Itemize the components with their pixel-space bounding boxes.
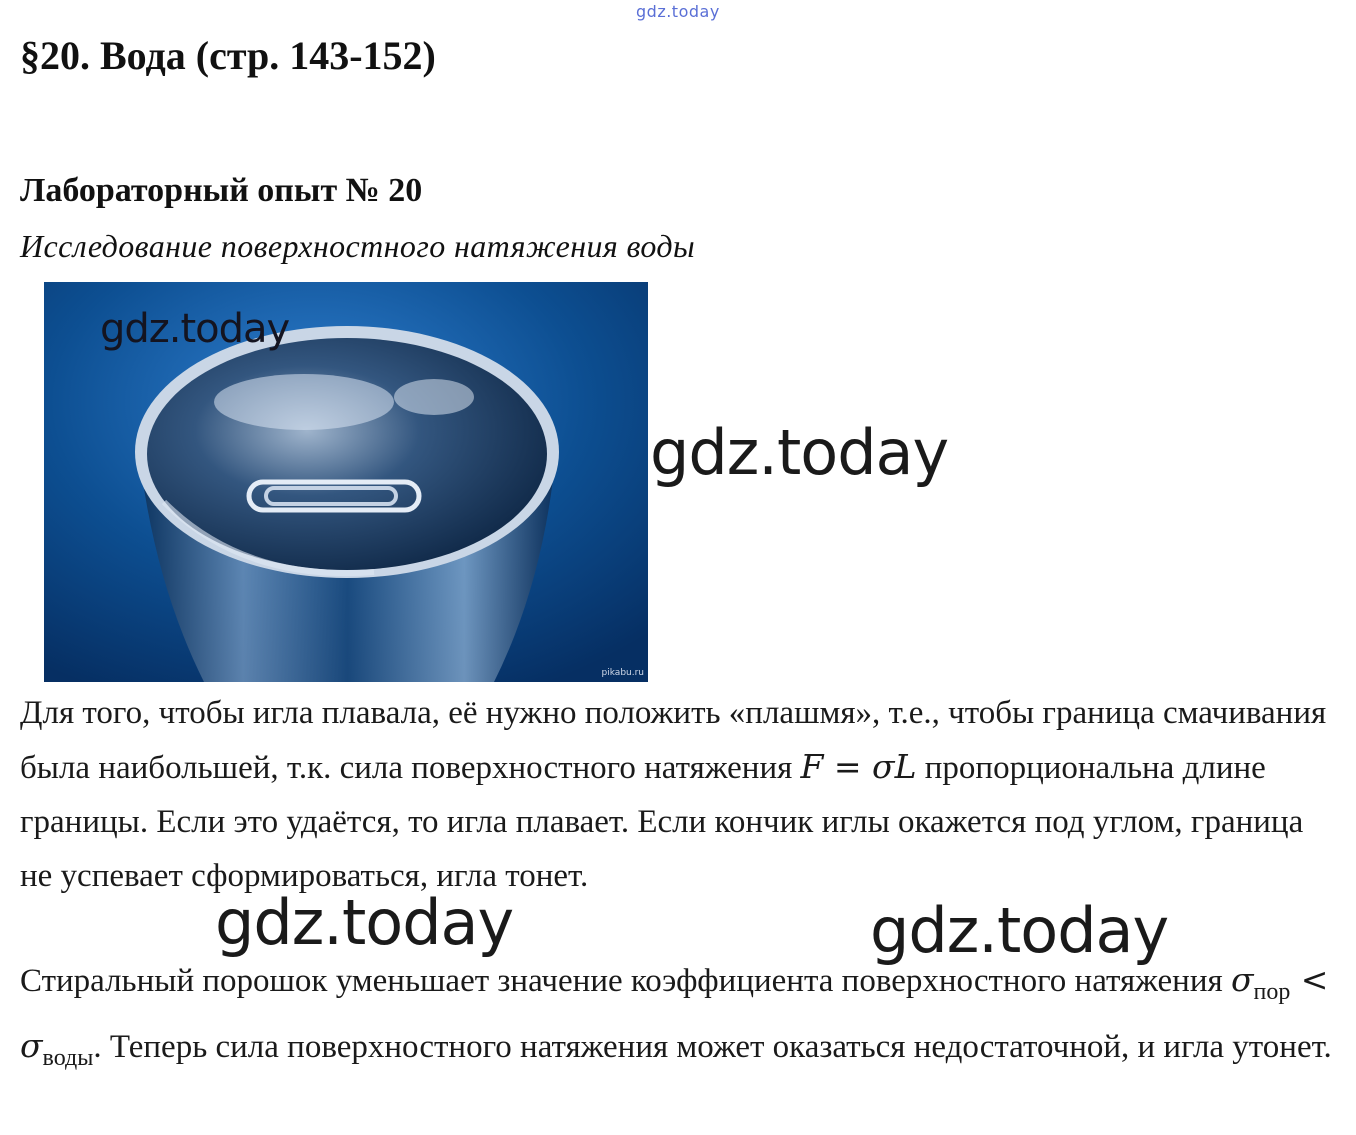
sigma-powder: $\sigma_{пор}$: [1230, 960, 1291, 1005]
watermark-4: gdz.today: [870, 894, 1169, 967]
paragraph2-part2: . Теперь сила поверхностного натяжения может оказаться недостаточной, и игла утонет.: [93, 1029, 1332, 1065]
page-title: §20. Вода (стр. 143-152): [20, 33, 436, 78]
watermark-1: gdz.today: [100, 306, 290, 352]
lab-subtitle: Исследование поверхностного натяжения воды: [20, 228, 696, 264]
paragraph-needle-floating: [20, 686, 1340, 903]
lab-title: Лабораторный опыт № 20: [20, 172, 423, 209]
paragraph2-part1: Стиральный порошок уменьшает значение коэффициента поверхностного натяжения: [20, 963, 1231, 999]
paragraph1-part2: пропорциональна длине границы. Если это удаётся, то игла плавает. Если кончик иглы окажется под углом, граница не успевает сформироваться, игла тонет.: [20, 750, 1304, 894]
watermark-2: gdz.today: [650, 416, 949, 489]
less-than-sign: <: [1290, 960, 1329, 999]
sigma-water: $\sigma_{воды}$: [20, 1026, 94, 1071]
formula-surface-tension: F = σL: [800, 747, 917, 786]
watermark-3: gdz.today: [215, 886, 514, 959]
photo-credit: pikabu.ru: [601, 668, 644, 678]
paragraph1-part1: Для того, чтобы игла плавала, её нужно положить «плашмя», т.е., чтобы граница смачивания была наибольшей, т.к. сила поверхностного натяжения: [20, 695, 1327, 786]
watermark-top: gdz.today: [636, 2, 720, 21]
paragraph-detergent: [20, 953, 1340, 1085]
